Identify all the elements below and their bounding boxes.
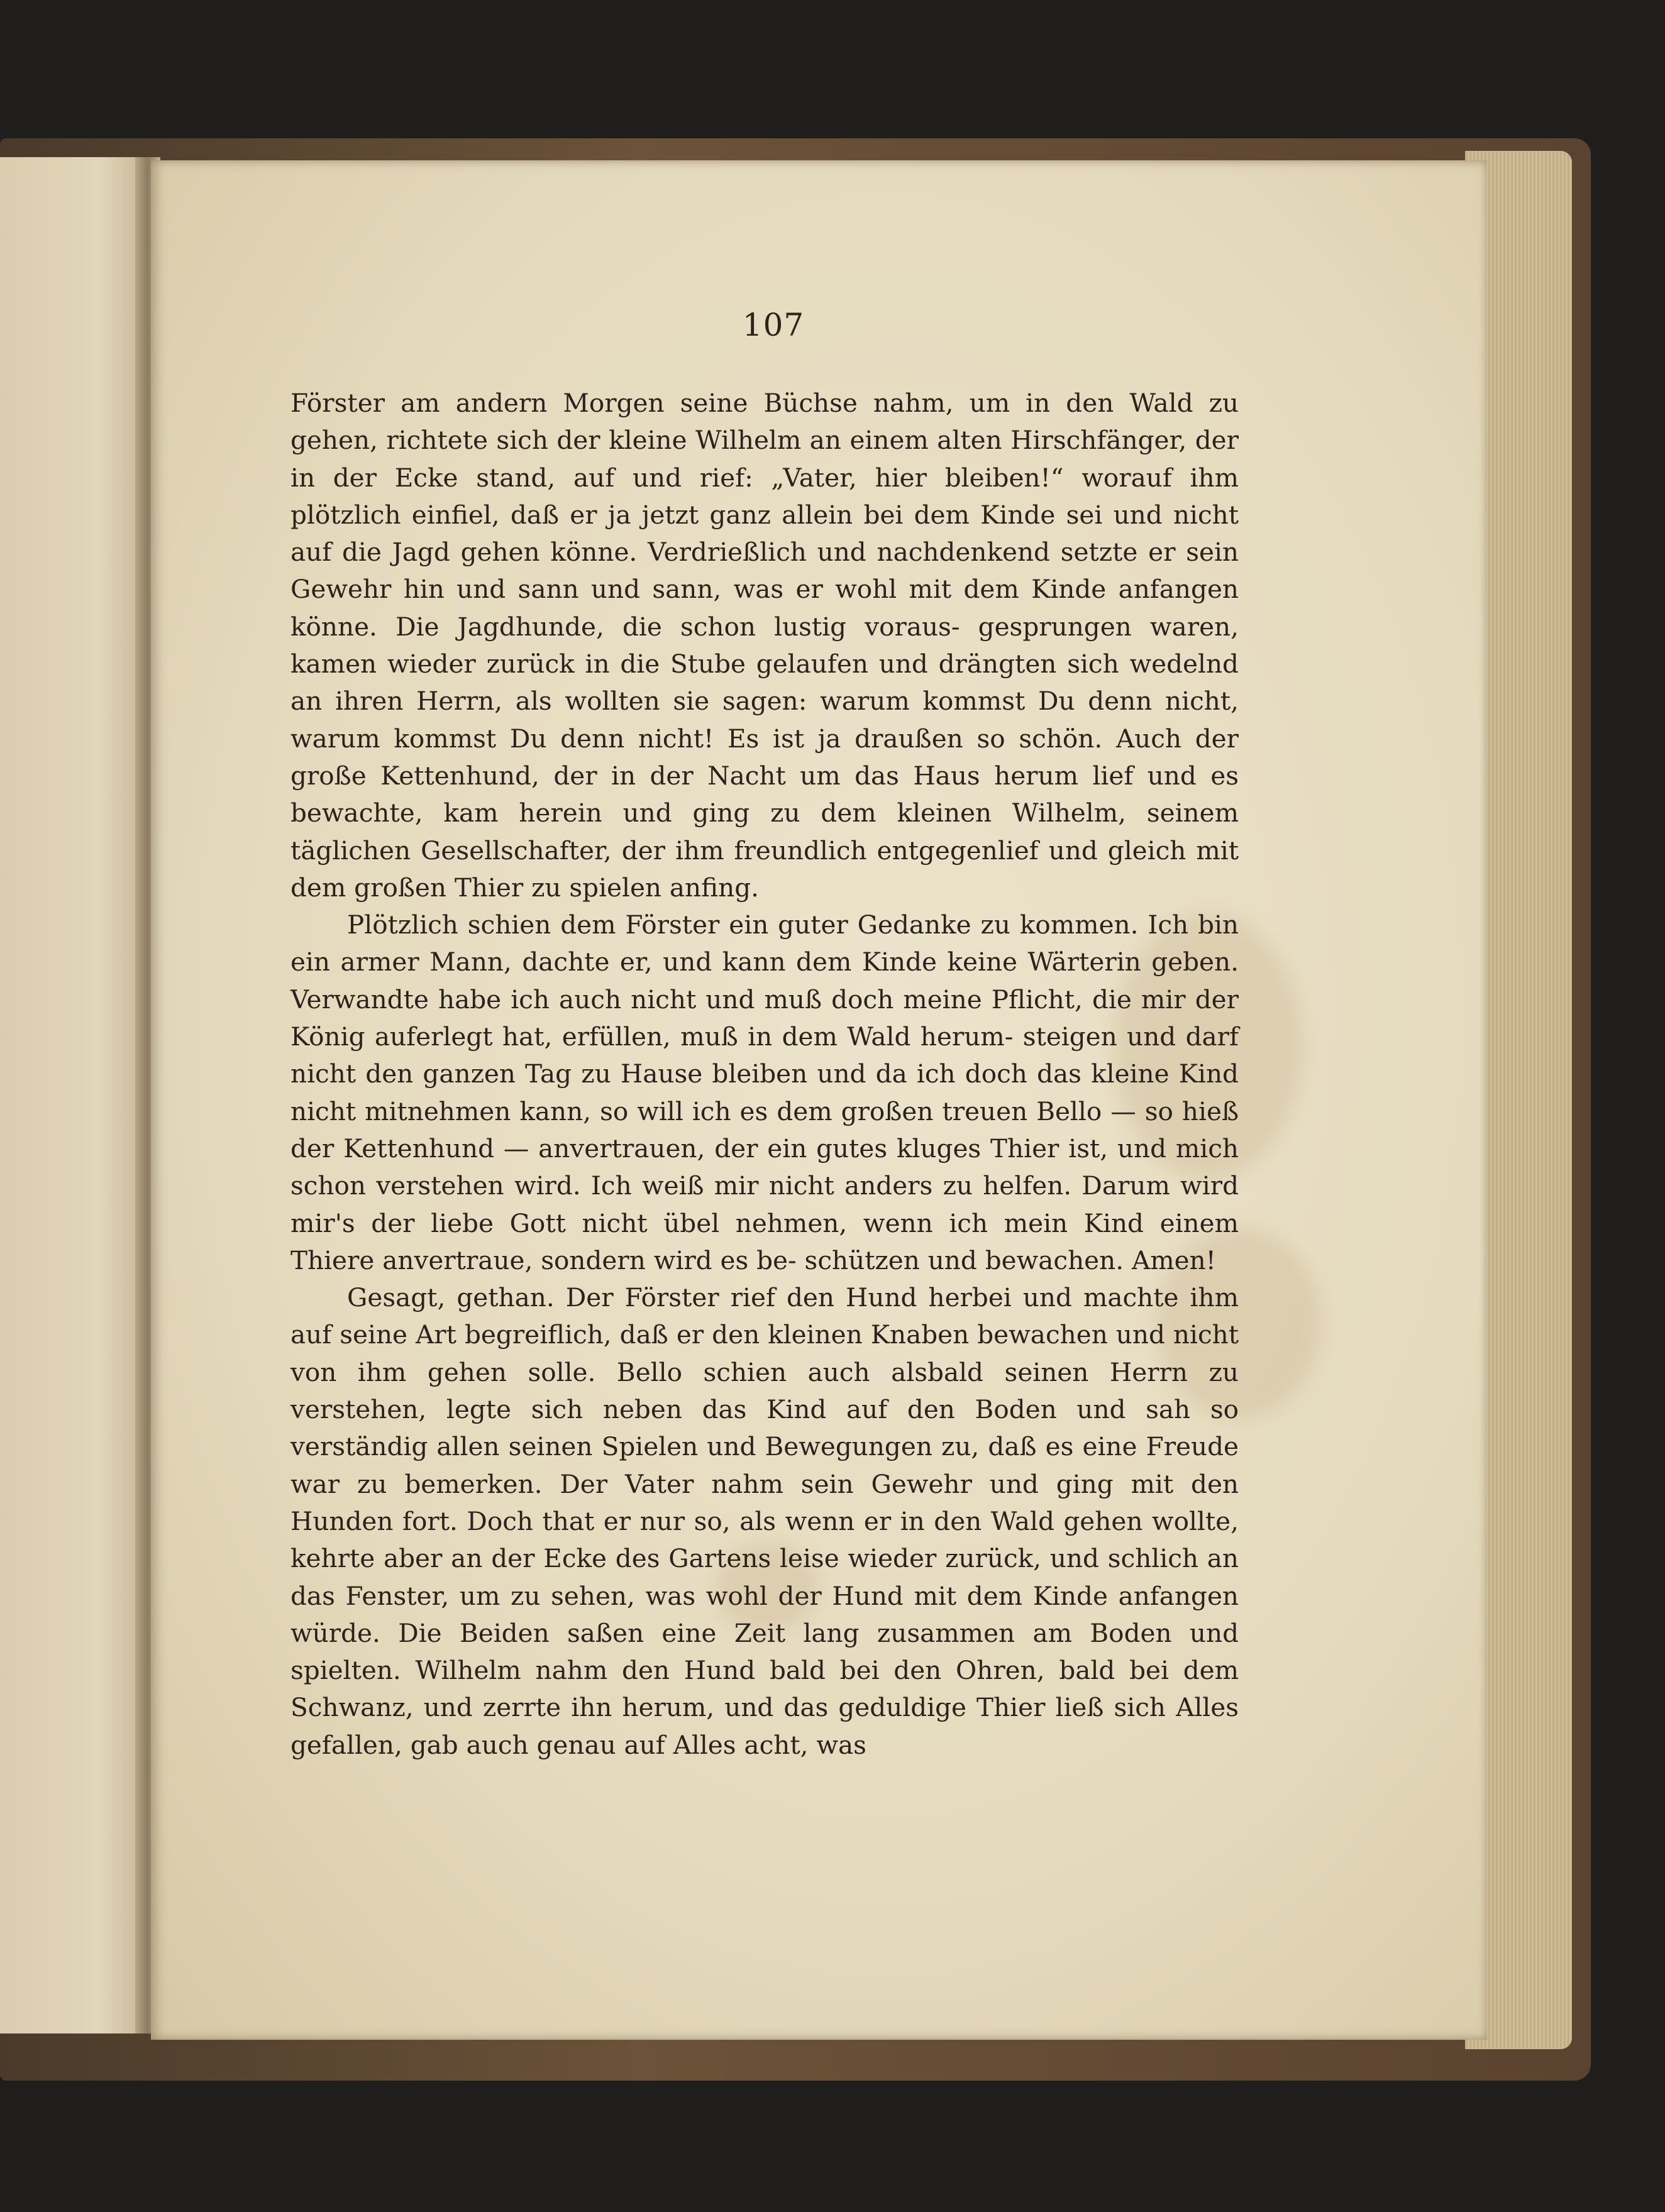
page-number: 107 bbox=[742, 307, 805, 343]
left-page-strip bbox=[0, 157, 141, 2033]
paragraph: Gesagt, gethan. Der Förster rief den Hund herbei und machte ihm auf seine Art begreiflich, daß er den kleinen Knaben bewachen und nicht von ihm gehen solle. Bello schien auch alsbald seinen Herrn zu verstehen, legte sich neben das Kind auf den Boden und sah so verständig allen seinen Spielen und Bewegungen zu, daß es eine Freude war zu bemerken. Der Vater nahm sein Gewehr und ging mit den Hunden fort. Doch that er nur so, als wenn er in den Wald gehen wollte, kehrte aber an der Ecke des Gartens leise wieder zurück, und schlich an das Fenster, um zu sehen, was wohl der Hund mit dem Kinde anfangen würde. Die Beiden saßen eine Zeit lang zusammen am Boden und spielten. Wilhelm nahm den Hund bald bei den Ohren, bald bei dem Schwanz, und zerrte ihn herum, und das geduldige Thier ließ sich Alles gefallen, gab auch genau auf Alles acht, was bbox=[290, 1282, 1239, 1760]
body-text bbox=[290, 385, 1239, 1764]
paragraph: Plötzlich schien dem Förster ein guter Gedanke zu kommen. Ich bin ein armer Mann, dachte er, und kann dem Kinde keine Wärterin geben. Verwandte habe ich auch nicht und muß doch meine Pflicht, die mir der König auferlegt hat, erfüllen, muß in dem Wald herum- steigen und darf nicht den ganzen Tag zu Hause bleiben und da ich doch das kleine Kind nicht mitnehmen kann, so will ich es dem großen treuen Bello — so hieß der Kettenhund — anvertrauen, der ein gutes kluges Thier ist, und mich schon verstehen wird. Ich weiß mir nicht anders zu helfen. Darum wird mir's der liebe Gott nicht übel nehmen, wenn ich mein Kind einem Thiere anvertraue, sondern wird es be- schützen und bewachen. Amen! bbox=[290, 910, 1239, 1275]
paragraph: Förster am andern Morgen seine Büchse nahm, um in den Wald zu gehen, richtete sich der kleine Wilhelm an einem alten Hirschfänger, der in der Ecke stand, auf und rief: „Vater, hier bleiben!“ worauf ihm plötzlich einfiel, daß er ja jetzt ganz allein bei dem Kinde sei und nicht auf die Jagd gehen könne. Verdrießlich und nachdenkend setzte er sein Gewehr hin und sann und sann, was er wohl mit dem Kinde anfangen könne. Die Jagdhunde, die schon lustig voraus- gesprungen waren, kamen wieder zurück in die Stube gelaufen und drängten sich wedelnd an ihren Herrn, als wollten sie sagen: warum kommst Du denn nicht, warum kommst Du denn nicht! Es ist ja draußen so schön. Auch der große Kettenhund, der in der Nacht um das Haus herum lief und es bewachte, kam herein und ging zu dem kleinen Wilhelm, seinem täglichen Gesellschafter, der ihm freundlich entgegenlief und gleich mit dem großen Thier zu spielen anfing. bbox=[290, 388, 1239, 903]
